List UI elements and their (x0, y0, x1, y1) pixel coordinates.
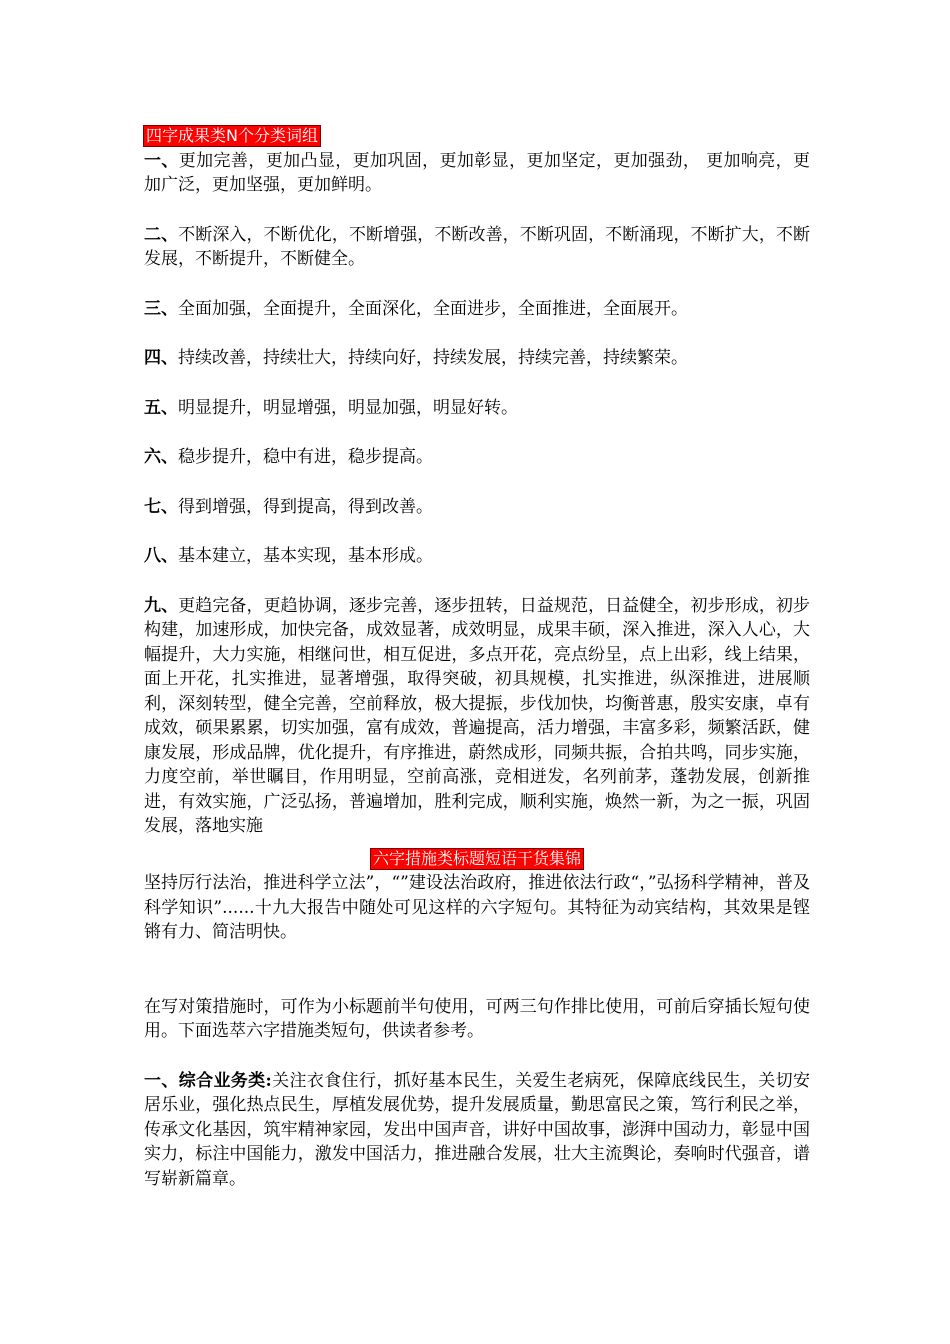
item-text: 基本建立，基本实现，基本形成。 (178, 546, 433, 566)
item-text: 明显提升，明显增强，明显加强，明显好转。 (178, 397, 518, 418)
item-text: 更趋完备，更趋协调，逐步完善，逐步扭转，日益规范，日益健全，初步形成，初步构建，加速形成，加快完备，成效显著，成效明显，成果丰硕，深入推进，深入人心，大幅提升，大力实施，相继问世，相互促进，多点开花，亮点纷呈，点上出彩，线上结果，面上开花，扎实推进，显著增强，取得突破，初具规模，扎实推进，纵深推进，进展顺利，深刻转型，健全完善，空前释放，极大提振，步伐加快，均衡普惠，殷实安康，卓有成效，硕果累累，切实加强，富有成效，普遍提高，活力增强，丰富多彩，频繁活跃，健康发展，形成品牌，优化提升，有序推进，蔚然成形，同频共振，合拍共鸣，同步实施，力度空前，举世瞩目，作用明显，空前高涨，竞相迸发，名列前茅，蓬勃发展，创新推进，有效实施，广泛弘扬，普遍增加，胜利完成，顺利实施，焕然一新，为之一振，巩固发展，落地实施 (144, 595, 811, 836)
item-number: 五、 (144, 397, 178, 418)
item-8 (144, 544, 810, 569)
item-text: 不断深入，不断优化，不断增强，不断改善，不断巩固，不断涌现，不断扩大，不断发展，不断提升，不断健全。 (144, 224, 811, 269)
section-1-heading: 四字成果类N个分类词组 (146, 126, 318, 145)
item-number: 二、 (144, 224, 179, 245)
item-text: 得到增强，得到提高，得到改善。 (178, 496, 433, 517)
item-number: 七、 (144, 496, 178, 517)
item-text: 持续改善，持续壮大，持续向好，持续发展，持续完善，持续繁荣。 (178, 348, 688, 368)
section-2-heading: 六字措施类标题短语干货集锦 (372, 848, 581, 868)
item-5 (144, 396, 810, 421)
intro-paragraph-1: 坚持厉行法治，推进科学立法”，“”建设法治政府，推进依法行政“，”弘扬科学精神，普及科学知识”......十九大报告中随处可见这样的六字短句。其特征为动宾结构，其效果是铿锵有力、简洁明快。 (144, 873, 810, 942)
section-2-heading-row (144, 847, 810, 872)
item-number: 四、 (144, 348, 178, 368)
item-2 (144, 223, 810, 272)
item-text: 全面加强，全面提升，全面深化，全面进步，全面推进，全面展开。 (178, 298, 688, 319)
category-text: 关注衣食住行，抓好基本民生，关爱生老病死，保障底线民生，关切安居乐业，强化热点民生，厚植发展优势，提升发展质量，勤思富民之策，笃行利民之举，传承文化基因，筑牢精神家园，发出中国声音，讲好中国故事，澎湃中国动力，彰显中国实力，标注中国能力，激发中国活力，推进融合发展，壮大主流舆论，奏响时代强音，谱写崭新篇章。 (144, 1070, 811, 1189)
item-4 (144, 346, 810, 371)
section-1 (144, 124, 810, 839)
intro-paragraph-2: 在写对策措施时，可作为小标题前半句使用，可两三句作排比使用，可前后穿插长短句使用。下面选萃六字措施类短句，供读者参考。 (144, 996, 810, 1041)
item-number: 八、 (144, 546, 178, 566)
item-text: 更加完善，更加凸显，更加巩固，更加彰显，更加坚定，更加强劲， 更加响亮，更加广泛，更加坚强，更加鲜明。 (144, 150, 811, 195)
item-number: 三、 (144, 298, 178, 319)
item-text: 稳步提升，稳中有进，稳步提高。 (178, 447, 433, 467)
item-1 (144, 149, 810, 198)
item-number: 六、 (144, 447, 178, 467)
section-2 (144, 871, 810, 1191)
item-number: 一、 (144, 150, 179, 171)
item-7 (144, 495, 810, 520)
item-3 (144, 297, 810, 322)
item-9 (144, 594, 810, 839)
category-1 (144, 1069, 810, 1192)
item-number: 九、 (144, 595, 179, 616)
item-6 (144, 445, 810, 470)
category-label: 一、综合业务类: (144, 1070, 272, 1091)
